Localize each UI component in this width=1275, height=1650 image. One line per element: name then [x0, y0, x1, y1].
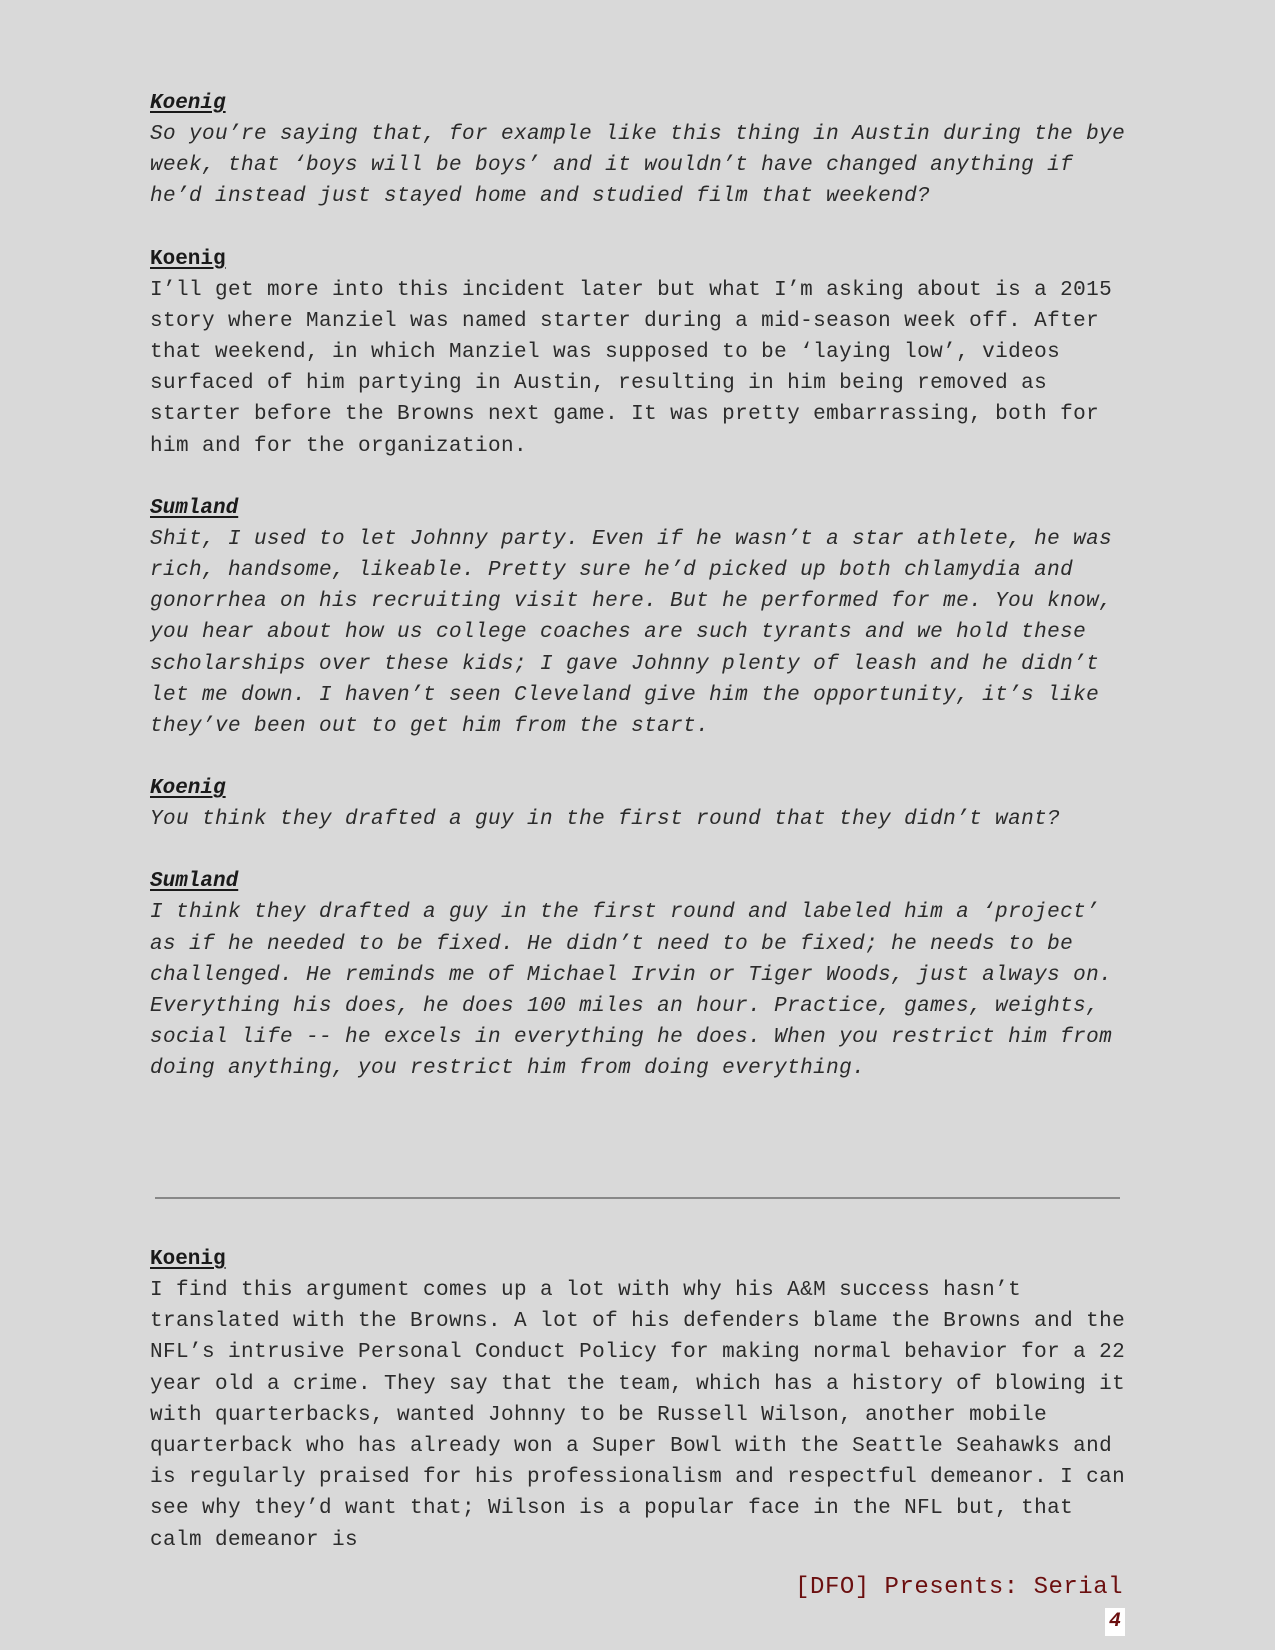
speaker-name: Koenig: [150, 247, 226, 271]
footer-title: [DFO] Presents: Serial: [795, 1574, 1123, 1601]
section-divider: [155, 1197, 1120, 1199]
speaker-name: Sumland: [150, 870, 239, 894]
speaker-name: Koenig: [150, 1248, 226, 1271]
transcript-section: [150, 88, 1130, 1116]
dialogue-block: [150, 493, 1130, 742]
speaker-name: Koenig: [150, 92, 226, 115]
dialogue-text: Shit, I used to let Johnny party. Even if he wasn’t a star athlete, he was rich, handsome, likeable. Pretty sure he’d picked up both chlamydia and gonorrhea on his recruiting visit here. But he performed for me. You know, you hear about how us college coaches are such tyrants and we hold these scholarships over these kids; I gave Johnny plenty of leash and he didn’t let me down. I haven’t seen Cleveland give him the opportunity, it’s like they’ve been out to get him from the start.: [150, 527, 1113, 739]
dialogue-text: So you’re saying that, for example like this thing in Austin during the bye week, that ‘boys will be boys’ and it wouldn’t have changed anything if he’d instead just stayed home and studied film that weekend?: [150, 123, 1126, 209]
speaker-name: Sumland: [150, 496, 239, 520]
page-number: 4: [1105, 1608, 1125, 1636]
transcript-section-2: [150, 1244, 1130, 1587]
dialogue-block: [150, 1244, 1130, 1556]
speaker-name: Koenig: [150, 777, 226, 801]
dialogue-text: You think they drafted a guy in the first round that they didn’t want?: [150, 808, 1061, 832]
dialogue-block: [150, 244, 1130, 462]
dialogue-block: [150, 88, 1130, 213]
dialogue-block: [150, 866, 1130, 1084]
dialogue-text: I’ll get more into this incident later but what I’m asking about is a 2015 story where Manziel was named starter during a mid-season week off. After that weekend, in which Manziel was supposed to be ‘laying low’, videos surfaced of him partying in Austin, resulting in him being removed as starter before the Browns next game. It was pretty embarrassing, both for him and for the organization.: [150, 278, 1113, 458]
dialogue-block: [150, 773, 1130, 835]
dialogue-text: I find this argument comes up a lot with why his A&M success hasn’t translated with the Browns. A lot of his defenders blame the Browns and the NFL’s intrusive Personal Conduct Policy for making normal behavior for a 22 year old a crime. They say that the team, which has a history of blowing it with quarterbacks, wanted Johnny to be Russell Wilson, another mobile quarterback who has already won a Super Bowl with the Seattle Seahawks and is regularly praised for his professionalism and respectful demeanor. I can see why they’d want that; Wilson is a popular face in the NFL but, that calm demeanor is: [150, 1279, 1126, 1552]
dialogue-text: I think they drafted a guy in the first round and labeled him a ‘project’ as if he needed to be fixed. He didn’t need to be fixed; he needs to be challenged. He reminds me of Michael Irvin or Tiger Woods, just always on. Everything his does, he does 100 miles an hour. Practice, games, weights, social life -- he excels in everything he does. When you restrict him from doing anything, you restrict him from doing everything.: [150, 901, 1113, 1081]
